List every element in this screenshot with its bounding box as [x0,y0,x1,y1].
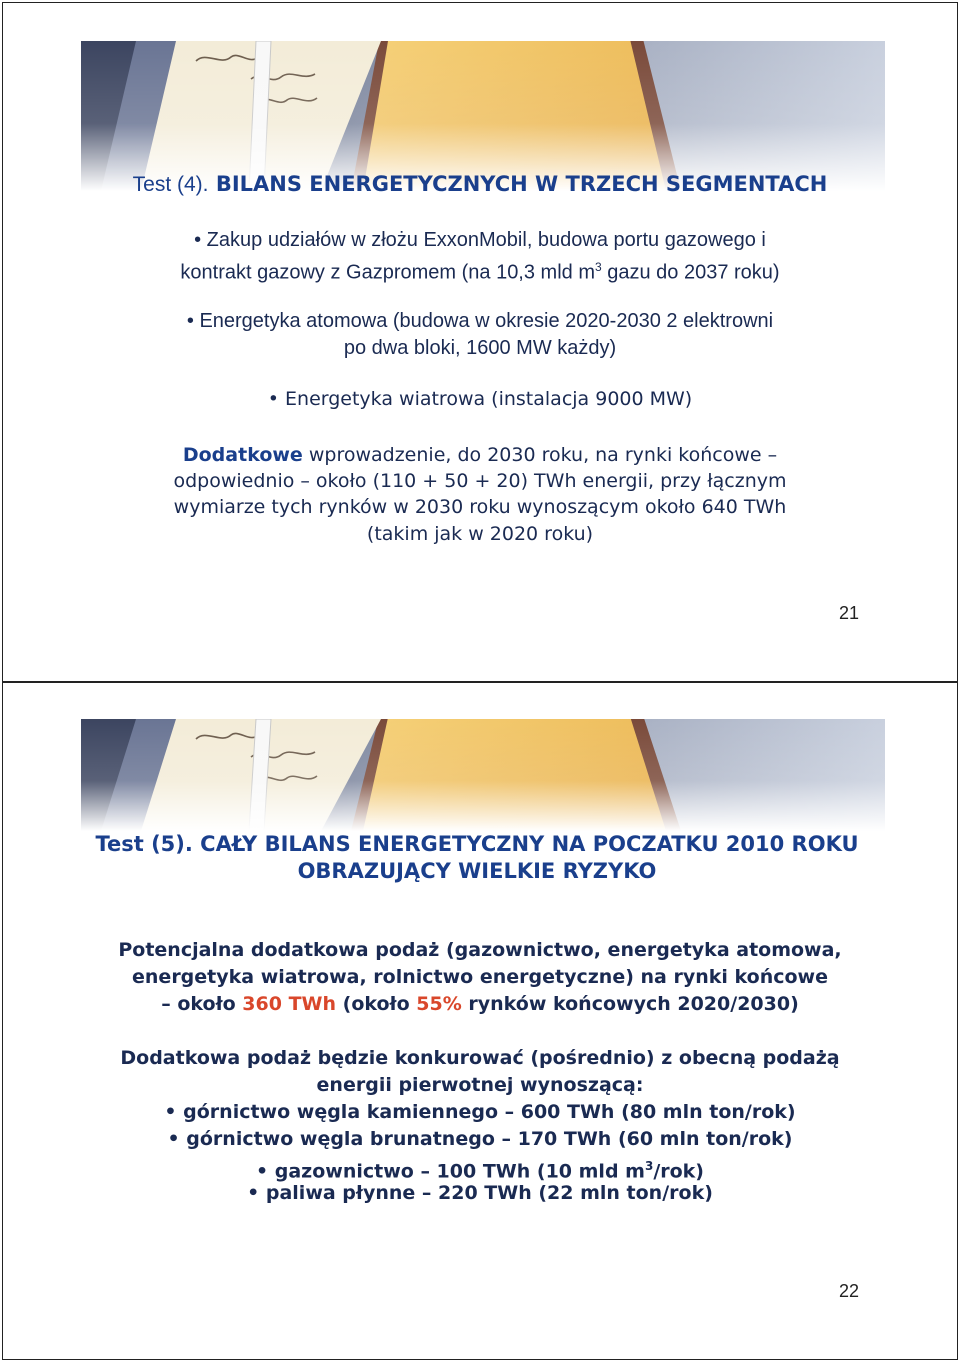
competition-paragraph-line2: energii pierwotnej wynoszącą: [316,1074,644,1096]
bullet-dot: • [167,1128,187,1150]
header-banner-image [81,719,885,831]
title-text: BILANS ENERGETYCZNYCH W TRZECH SEGMENTACH [215,172,828,196]
slide-title-line1: Test (5). CAŁY BILANS ENERGETYCZNY NA POCZATKU 2010 ROKU [95,832,859,856]
bullet-exxonmobil-line1: • Zakup udziałów w złożu ExxonMobil, budowa portu gazowego i [194,229,766,251]
bullet-wind: • Energetyka wiatrowa (instalacja 9000 MW) [267,388,693,410]
highlight-dodatkowe: Dodatkowe [182,444,303,466]
bullet-dot: • [255,1160,275,1183]
page-number: 22 [839,1281,860,1301]
header-banner-image [81,41,885,191]
slide-title-line2: OBRAZUJĄCY WIELKIE RYZYKO [297,859,657,883]
bullet-dot: • [194,229,207,251]
slide-title [3,171,957,198]
bullet-dot: • [247,1182,266,1204]
bullet-exxonmobil-line2: kontrakt gazowy z Gazpromem (na 10,3 mld $m^3$ gazu do 2037 roku) [180,260,780,284]
competition-paragraph-line1: Dodatkowa podaż będzie konkurować (pośrednio) z obecną podażą [120,1047,840,1069]
slide-21 [2,2,958,682]
bullet-nuclear-line1: • Energetyka atomowa (budowa w okresie 2020-2030 2 elektrowni [186,310,774,332]
list-item-gas: • gazownictwo – 100 TWh (10 mld $m^3/rok$) [255,1159,704,1183]
bullet-dot: • [267,388,286,410]
bullet-nuclear-line2: po dwa bloki, 1600 MW każdy) [343,337,617,359]
supply-paragraph-line2: energetyka wiatrowa, rolnictwo energetyczne) na rynki końcowe [132,966,828,988]
paragraph-line2: odpowiednio – około (110 + 50 + 20) TWh energii, przy łącznym [173,470,787,492]
value-360-twh: 360 TWh [242,993,337,1015]
list-item-liquid-fuels: • paliwa płynne – 220 TWh (22 mln ton/rok) [247,1182,713,1204]
list-item-brown-coal: • górnictwo węgla brunatnego – 170 TWh (60 mln ton/rok) [167,1128,793,1150]
folder-and-pen-illustration [81,41,885,191]
bullet-dot: • [164,1101,184,1123]
value-55-percent: 55% [416,993,462,1015]
title-prefix: Test (4). [132,173,209,196]
paragraph-line4: (takim jak w 2020 roku) [366,523,594,545]
list-item-hard-coal: • górnictwo węgla kamiennego – 600 TWh (80 mln ton/rok) [164,1101,796,1123]
bullet-dot: • [186,310,200,332]
page-number: 21 [839,603,860,623]
supply-paragraph-line3: – około 360 TWh (około 55% rynków końcowych 2020/2030) [161,993,799,1015]
paragraph-line1: Dodatkowe wprowadzenie, do 2030 roku, na rynki końcowe – [182,444,778,466]
paragraph-line3: wymiarze tych rynków w 2030 roku wynoszącym około 640 TWh [173,496,787,518]
supply-paragraph-line1: Potencjalna dodatkowa podaż (gazownictwo, energetyka atomowa, [118,939,842,961]
slide-22 [2,682,958,1360]
folder-and-pen-illustration [81,719,885,831]
